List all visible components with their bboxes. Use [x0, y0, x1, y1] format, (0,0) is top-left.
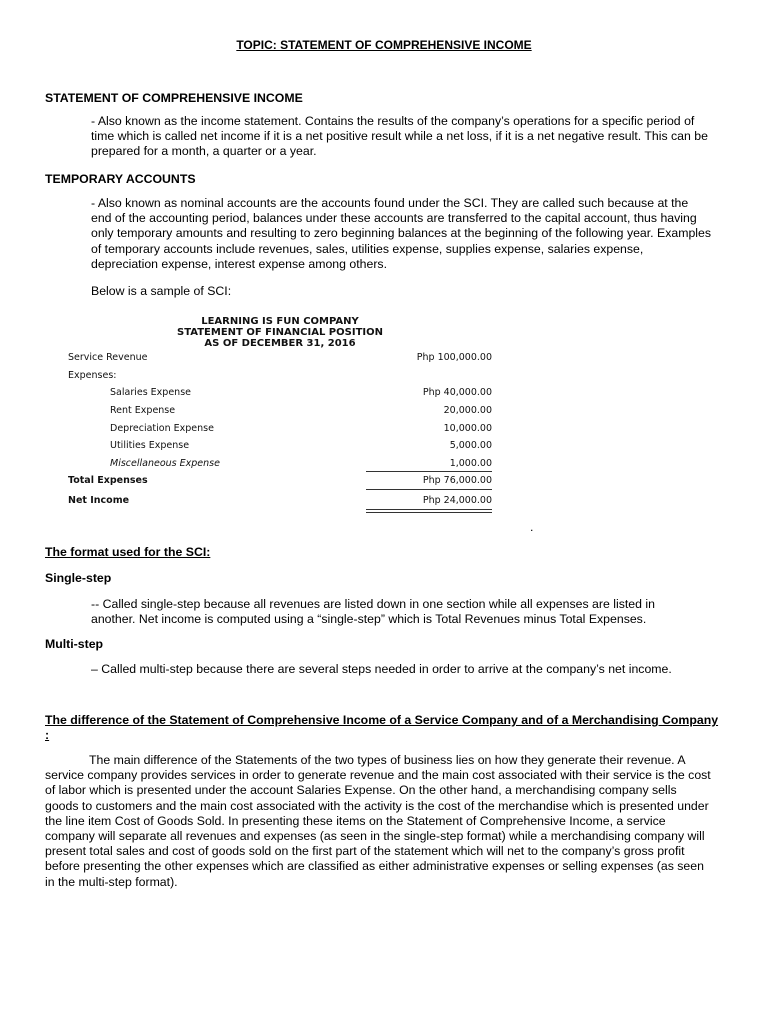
sample-intro: Below is a sample of SCI: [91, 284, 232, 298]
double-rule-bottom [366, 512, 492, 513]
service-revenue-label: Service Revenue [68, 352, 148, 363]
expense-label: Rent Expense [110, 405, 176, 416]
expenses-label: Expenses: [68, 370, 117, 381]
net-income-label: Net Income [68, 495, 130, 506]
temporary-accounts-definition: - Also known as nominal accounts are the accounts found under the SCI. They are called such because at the end of the accounting period, balances under these accounts are transferred to the capital account, thus having only temporary amounts and resulting to zero beginning balances at the beginning of the following year. Examples of temporary accounts include revenues, sales, utilities expense, supplies expense, salaries expense, depreciation expense, interest expense among others. [91, 196, 712, 271]
expense-amount: 1,000.00 [449, 458, 492, 469]
total-rule [366, 489, 492, 490]
temporary-accounts-heading: TEMPORARY ACCOUNTS [45, 172, 196, 186]
sci-sample-table [60, 312, 500, 517]
expense-label: Utilities Expense [110, 440, 190, 451]
page-title: TOPIC: STATEMENT OF COMPREHENSIVE INCOME [236, 38, 532, 52]
expense-label: Miscellaneous Expense [110, 458, 220, 469]
multi-step-heading: Multi-step [45, 637, 104, 651]
sci-definition: - Also known as the income statement. Contains the results of the company’s operations for a specific period of time which is called net income if it is a net positive result while a net loss, if it is a net negative result. This can be prepared for a month, a quarter or a year. [91, 114, 708, 159]
subtotal-rule [366, 471, 492, 472]
expense-amount: 20,000.00 [443, 405, 492, 416]
expense-label: Salaries Expense [110, 387, 191, 398]
expense-label: Depreciation Expense [110, 423, 214, 434]
total-expenses-label: Total Expenses [68, 475, 148, 486]
expense-amount: 5,000.00 [449, 440, 492, 451]
double-rule-top [366, 509, 492, 510]
net-income-amount: Php 24,000.00 [422, 495, 492, 506]
sci-heading: STATEMENT OF COMPREHENSIVE INCOME [45, 91, 303, 105]
expense-amount: 10,000.00 [443, 423, 492, 434]
service-revenue-amount: Php 100,000.00 [416, 352, 492, 363]
difference-heading: The difference of the Statement of Comprehensive Income of a Service Company and of a Merchandising Company : [45, 713, 719, 743]
expense-amount: Php 40,000.00 [422, 387, 492, 398]
multi-step-description: – Called multi-step because there are several steps needed in order to arrive at the company’s net income. [91, 662, 672, 676]
stray-dot: . [530, 520, 534, 534]
total-expenses-amount: Php 76,000.00 [422, 475, 492, 486]
format-heading: The format used for the SCI: [45, 545, 211, 559]
difference-body: The main difference of the Statements of the two types of business lies on how they generate their revenue. A service company provides services in order to generate revenue and the main cost associated with their service is the cost of labor which is presented under the account Salaries Expense. On the other hand, a merchandising company sells goods to customers and the main cost associated with the activity is the cost of the merchandise which is presented under the line item Cost of Goods Sold. In presenting these items on the Statement of Comprehensive Income, a service company will separate all revenues and expenses (as seen in the single-step format) while a merchandising company will present total sales and cost of goods sold on the first part of the statement which will net to the company’s gross profit before presenting the other expenses which are classified as either administrative expenses or selling expenses (as seen in the multi-step format). [45, 753, 711, 889]
single-step-heading: Single-step [45, 571, 112, 585]
sci-company-name: LEARNING IS FUN COMPANY [201, 316, 359, 327]
sci-statement-title: STATEMENT OF FINANCIAL POSITION [177, 327, 383, 338]
sci-statement-date: AS OF DECEMBER 31, 2016 [204, 338, 356, 349]
single-step-description: -- Called single-step because all revenues are listed down in one section while all expenses are listed in another. Net income is computed using a “single-step” which is Total Revenues minus Total Expenses. [91, 597, 655, 627]
